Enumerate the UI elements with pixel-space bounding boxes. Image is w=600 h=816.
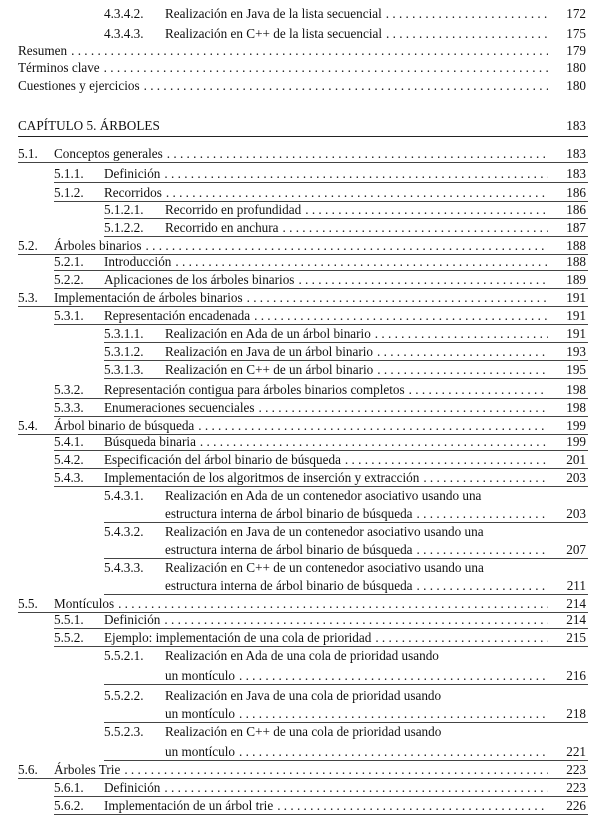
toc-entry bbox=[0, 576, 600, 596]
toc-entry-title: Árbol binario de búsqueda bbox=[54, 418, 195, 433]
toc-entry-page: 188 bbox=[566, 238, 586, 253]
toc-entry-number: 5.2. bbox=[18, 238, 38, 253]
toc-entry-number: 5.3.1.2. bbox=[104, 344, 144, 359]
dot-leader bbox=[239, 666, 548, 686]
toc-entry-title: Realización en Java de un contenedor asociativo usando una bbox=[165, 524, 484, 539]
toc-entry-title: Definición bbox=[104, 166, 161, 181]
toc-entry-number: 5.4.1. bbox=[54, 434, 84, 449]
toc-entry-text-wrap bbox=[165, 200, 552, 220]
dot-leader bbox=[164, 164, 548, 184]
toc-entry-title: Realización en Java de la lista secuencial bbox=[165, 6, 382, 21]
toc-entry-page: 221 bbox=[566, 744, 586, 759]
toc-entry-text-wrap bbox=[104, 398, 552, 418]
toc-entry-number: 5.3. bbox=[18, 290, 38, 305]
toc-entry bbox=[0, 270, 600, 290]
toc-entry-text-wrap bbox=[104, 432, 552, 452]
toc-entry bbox=[0, 398, 600, 418]
toc-entry-number: 5.5.1. bbox=[54, 612, 84, 627]
toc-entry-text-wrap bbox=[104, 450, 552, 470]
toc-entry-text-wrap bbox=[104, 164, 552, 184]
toc-entry-number: 5.6. bbox=[18, 762, 38, 777]
toc-entry-page: 198 bbox=[566, 400, 586, 415]
toc-entry-title: un montículo bbox=[165, 744, 235, 759]
toc-entry-text-wrap bbox=[165, 540, 552, 560]
toc-entry bbox=[0, 486, 600, 506]
dot-leader bbox=[283, 218, 548, 238]
toc-entry-title: Realización en C++ de una cola de prioridad usando bbox=[165, 724, 442, 739]
toc-entry-page: 191 bbox=[566, 308, 586, 323]
toc-entry bbox=[0, 4, 600, 24]
toc-entry bbox=[0, 742, 600, 762]
toc-entry bbox=[0, 504, 600, 524]
toc-entry-text-wrap bbox=[165, 218, 552, 238]
toc-entry-text-wrap bbox=[54, 144, 552, 164]
toc-entry bbox=[0, 342, 600, 362]
toc-entry bbox=[0, 628, 600, 648]
toc-entry-page: 218 bbox=[566, 706, 586, 721]
toc-entry-text-wrap bbox=[165, 486, 552, 506]
toc-entry-page: 199 bbox=[566, 418, 586, 433]
toc-entry-page: 183 bbox=[566, 166, 586, 181]
toc-entry-page: 183 bbox=[566, 118, 586, 133]
toc-entry-title: Ejemplo: implementación de una cola de prioridad bbox=[104, 630, 372, 645]
toc-entry-text-wrap bbox=[165, 722, 552, 742]
toc-entry bbox=[0, 218, 600, 238]
toc-entry bbox=[0, 558, 600, 578]
toc-entry-page: 187 bbox=[566, 220, 586, 235]
dot-leader bbox=[239, 704, 548, 724]
dot-leader bbox=[175, 252, 548, 272]
toc-entry-title: Recorrido en profundidad bbox=[165, 202, 302, 217]
dot-leader bbox=[164, 610, 548, 630]
toc-entry-title: Introducción bbox=[104, 254, 172, 269]
toc-entry-number: 5.4.3. bbox=[54, 470, 84, 485]
toc-entry-number: 4.3.4.2. bbox=[104, 6, 144, 21]
dot-leader bbox=[305, 200, 548, 220]
toc-entry-page: 226 bbox=[566, 798, 586, 813]
toc-entry-text-wrap bbox=[165, 686, 552, 706]
dot-leader bbox=[247, 288, 548, 308]
dot-leader bbox=[375, 628, 548, 648]
toc-entry-number: 5.3.2. bbox=[54, 382, 84, 397]
toc-entry bbox=[0, 288, 600, 308]
toc-entry-text-wrap bbox=[104, 628, 552, 648]
toc-entry-page: 179 bbox=[566, 43, 586, 58]
toc-entry-title: Representación encadenada bbox=[104, 308, 251, 323]
toc-entry-title: Especificación del árbol binario de búsqueda bbox=[104, 452, 341, 467]
toc-entry-title: un montículo bbox=[165, 706, 235, 721]
toc-entry-number: 5.4. bbox=[18, 418, 38, 433]
toc-entry-number: 5.1.1. bbox=[54, 166, 84, 181]
dot-leader bbox=[277, 796, 548, 816]
toc-entry-title: Cuestiones y ejercicios bbox=[18, 78, 140, 93]
toc-entry-page: 214 bbox=[566, 612, 586, 627]
dot-leader bbox=[298, 270, 548, 290]
dot-leader bbox=[200, 432, 548, 452]
toc-entry bbox=[0, 778, 600, 798]
toc-entry-text-wrap bbox=[165, 522, 552, 542]
entry-rule bbox=[54, 814, 588, 815]
chapter-rule bbox=[18, 136, 588, 137]
toc-entry bbox=[0, 432, 600, 452]
toc-entry-text-wrap bbox=[104, 270, 552, 290]
toc-entry-number: 5.1. bbox=[18, 146, 38, 161]
dot-leader bbox=[144, 76, 548, 96]
dot-leader bbox=[104, 58, 548, 78]
toc-entry-page: 207 bbox=[566, 542, 586, 557]
toc-entry bbox=[0, 468, 600, 488]
toc-entry-text-wrap bbox=[165, 576, 552, 596]
dot-leader bbox=[254, 306, 548, 326]
toc-entry-title: Enumeraciones secuenciales bbox=[104, 400, 255, 415]
dot-leader bbox=[417, 540, 548, 560]
toc-entry-number: 5.1.2.2. bbox=[104, 220, 144, 235]
toc-entry-title: Realización en Ada de un contenedor asociativo usando una bbox=[165, 488, 482, 503]
toc-entry-title: Definición bbox=[104, 780, 161, 795]
toc-entry-text-wrap bbox=[104, 252, 552, 272]
toc-entry-page: 223 bbox=[566, 762, 586, 777]
toc-entry-title: Realización en Ada de un árbol binario bbox=[165, 326, 371, 341]
entry-rule bbox=[18, 162, 588, 163]
toc-entry-title: estructura interna de árbol binario de búsqueda bbox=[165, 542, 413, 557]
toc-entry-page: 211 bbox=[566, 578, 586, 593]
toc-entry-page: 191 bbox=[566, 326, 586, 341]
toc-entry bbox=[0, 324, 600, 344]
toc-entry bbox=[0, 760, 600, 780]
toc-entry bbox=[0, 686, 600, 706]
entry-rule bbox=[104, 378, 588, 379]
toc-entry-page: 183 bbox=[566, 146, 586, 161]
toc-entry-title: Implementación de los algoritmos de inserción y extracción bbox=[104, 470, 420, 485]
toc-entry bbox=[0, 450, 600, 470]
toc-entry-text-wrap bbox=[104, 610, 552, 630]
toc-entry bbox=[0, 540, 600, 560]
toc-entry-title: Conceptos generales bbox=[54, 146, 163, 161]
toc-entry-title: Recorridos bbox=[104, 185, 162, 200]
toc-entry-page: 199 bbox=[566, 434, 586, 449]
toc-entry-page: 172 bbox=[566, 6, 586, 21]
toc-entry-title: Árboles Trie bbox=[54, 762, 121, 777]
toc-entry-number: 5.4.2. bbox=[54, 452, 84, 467]
toc-entry-number: 5.3.3. bbox=[54, 400, 84, 415]
toc-entry-page: 198 bbox=[566, 382, 586, 397]
toc-entry bbox=[0, 610, 600, 630]
toc-entry bbox=[0, 58, 600, 78]
dot-leader bbox=[345, 450, 548, 470]
toc-entry bbox=[0, 380, 600, 400]
toc-entry-number: 5.3.1.3. bbox=[104, 362, 144, 377]
toc-entry-title: estructura interna de árbol binario de búsqueda bbox=[165, 578, 413, 593]
dot-leader bbox=[386, 4, 548, 24]
toc-entry-title: Búsqueda binaria bbox=[104, 434, 196, 449]
toc-entry-page: 203 bbox=[566, 506, 586, 521]
toc-entry-title: un montículo bbox=[165, 668, 235, 683]
toc-entry-page: 186 bbox=[566, 185, 586, 200]
toc-entry-number: 5.4.3.2. bbox=[104, 524, 144, 539]
toc-entry-number: 5.4.3.3. bbox=[104, 560, 144, 575]
toc-entry bbox=[0, 666, 600, 686]
toc-entry-text-wrap bbox=[165, 324, 552, 344]
toc-entry-page: 195 bbox=[566, 362, 586, 377]
toc-entry-title: Realización en C++ de la lista secuencial bbox=[165, 26, 382, 41]
toc-entry-number: 5.5.2.1. bbox=[104, 648, 144, 663]
toc-entry-text-wrap bbox=[165, 342, 552, 362]
toc-entry-title: Implementación de un árbol trie bbox=[104, 798, 274, 813]
toc-entry-number: 5.5.2.3. bbox=[104, 724, 144, 739]
toc-entry-text-wrap bbox=[104, 380, 552, 400]
toc-entry-title: Realización en C++ de un árbol binario bbox=[165, 362, 374, 377]
toc-entry-text-wrap bbox=[104, 796, 552, 816]
toc-entry bbox=[0, 360, 600, 380]
toc-entry-text-wrap bbox=[165, 704, 552, 724]
toc-entry-text-wrap bbox=[54, 288, 552, 308]
toc-entry bbox=[0, 522, 600, 542]
dot-leader bbox=[409, 380, 548, 400]
toc-entry-text-wrap bbox=[165, 558, 552, 578]
toc-entry-text-wrap bbox=[165, 742, 552, 762]
toc-entry-text-wrap bbox=[165, 646, 552, 666]
dot-leader bbox=[124, 760, 548, 780]
toc-entry-number: 5.5.2.2. bbox=[104, 688, 144, 703]
toc-entry-title: Recorrido en anchura bbox=[165, 220, 279, 235]
toc-entry-number: 5.2.2. bbox=[54, 272, 84, 287]
toc-entry bbox=[0, 116, 600, 136]
toc-entry-page: 201 bbox=[566, 452, 586, 467]
dot-leader bbox=[377, 360, 548, 380]
toc-entry-page: 186 bbox=[566, 202, 586, 217]
toc-entry bbox=[0, 76, 600, 96]
toc-entry bbox=[0, 796, 600, 816]
toc-entry bbox=[0, 722, 600, 742]
dot-leader bbox=[377, 342, 548, 362]
toc-entry-number: 5.6.2. bbox=[54, 798, 84, 813]
toc-entry-text-wrap bbox=[165, 504, 552, 524]
dot-leader bbox=[417, 504, 548, 524]
toc-entry-page: 188 bbox=[566, 254, 586, 269]
toc-entry-title: Aplicaciones de los árboles binarios bbox=[104, 272, 295, 287]
toc-entry-page: 223 bbox=[566, 780, 586, 795]
toc-entry-title: CAPÍTULO 5. ÁRBOLES bbox=[18, 118, 160, 133]
dot-leader bbox=[423, 468, 548, 488]
toc-entry-page: 191 bbox=[566, 290, 586, 305]
toc-entry bbox=[0, 252, 600, 272]
toc-entry-title: Implementación de árboles binarios bbox=[54, 290, 243, 305]
toc-entry-page: 215 bbox=[566, 630, 586, 645]
toc-entry-number: 5.6.1. bbox=[54, 780, 84, 795]
toc-entry-page: 180 bbox=[566, 78, 586, 93]
toc-entry-number: 5.2.1. bbox=[54, 254, 84, 269]
toc-entry-page: 180 bbox=[566, 60, 586, 75]
toc-entry bbox=[0, 144, 600, 164]
toc-entry-text-wrap bbox=[18, 76, 552, 96]
dot-leader bbox=[258, 398, 548, 418]
toc-entry-page: 203 bbox=[566, 470, 586, 485]
toc-entry-number: 5.3.1. bbox=[54, 308, 84, 323]
toc-entry-number: 4.3.4.3. bbox=[104, 26, 144, 41]
toc-entry bbox=[0, 164, 600, 184]
toc-entry-title: Realización en C++ de un contenedor asociativo usando una bbox=[165, 560, 484, 575]
toc-entry bbox=[0, 646, 600, 666]
dot-leader bbox=[375, 324, 548, 344]
toc-entry-title: Realización en Java de una cola de prioridad usando bbox=[165, 688, 442, 703]
toc-entry-title: Realización en Ada de una cola de prioridad usando bbox=[165, 648, 439, 663]
toc-entry-page: 193 bbox=[566, 344, 586, 359]
toc-entry-title: Árboles binarios bbox=[54, 238, 142, 253]
toc-entry-number: 5.3.1.1. bbox=[104, 326, 144, 341]
dot-leader bbox=[239, 742, 548, 762]
toc-entry-text-wrap bbox=[18, 58, 552, 78]
toc-entry-page: 189 bbox=[566, 272, 586, 287]
toc-entry-title: estructura interna de árbol binario de búsqueda bbox=[165, 506, 413, 521]
toc-entry-text-wrap bbox=[104, 778, 552, 798]
dot-leader bbox=[417, 576, 548, 596]
dot-leader bbox=[167, 144, 548, 164]
toc-entry-number: 5.5.2. bbox=[54, 630, 84, 645]
toc-entry-page: 216 bbox=[566, 668, 586, 683]
toc-entry-text-wrap bbox=[165, 666, 552, 686]
toc-entry-page: 214 bbox=[566, 596, 586, 611]
toc-entry-title: Términos clave bbox=[18, 60, 100, 75]
toc-entry-text-wrap bbox=[104, 306, 552, 326]
toc-entry-text-wrap bbox=[165, 360, 552, 380]
toc-entry-title: Representación contigua para árboles binarios completos bbox=[104, 382, 405, 397]
entry-rule bbox=[104, 684, 588, 685]
toc-entry bbox=[0, 704, 600, 724]
toc-entry bbox=[0, 200, 600, 220]
toc-entry-number: 5.1.2.1. bbox=[104, 202, 144, 217]
dot-leader bbox=[164, 778, 548, 798]
toc-entry-text-wrap bbox=[104, 468, 552, 488]
toc-entry-text-wrap bbox=[165, 4, 552, 24]
toc-entry bbox=[0, 306, 600, 326]
toc-entry-number: 5.1.2. bbox=[54, 185, 84, 200]
toc-entry-text-wrap bbox=[54, 760, 552, 780]
toc-entry-title: Resumen bbox=[18, 43, 68, 58]
toc-entry-text-wrap bbox=[18, 116, 552, 136]
toc-entry-title: Montículos bbox=[54, 596, 115, 611]
toc-entry-number: 5.5. bbox=[18, 596, 38, 611]
toc-entry-title: Definición bbox=[104, 612, 161, 627]
toc-entry-title: Realización en Java de un árbol binario bbox=[165, 344, 373, 359]
toc-entry-number: 5.4.3.1. bbox=[104, 488, 144, 503]
toc-entry-page: 175 bbox=[566, 26, 586, 41]
